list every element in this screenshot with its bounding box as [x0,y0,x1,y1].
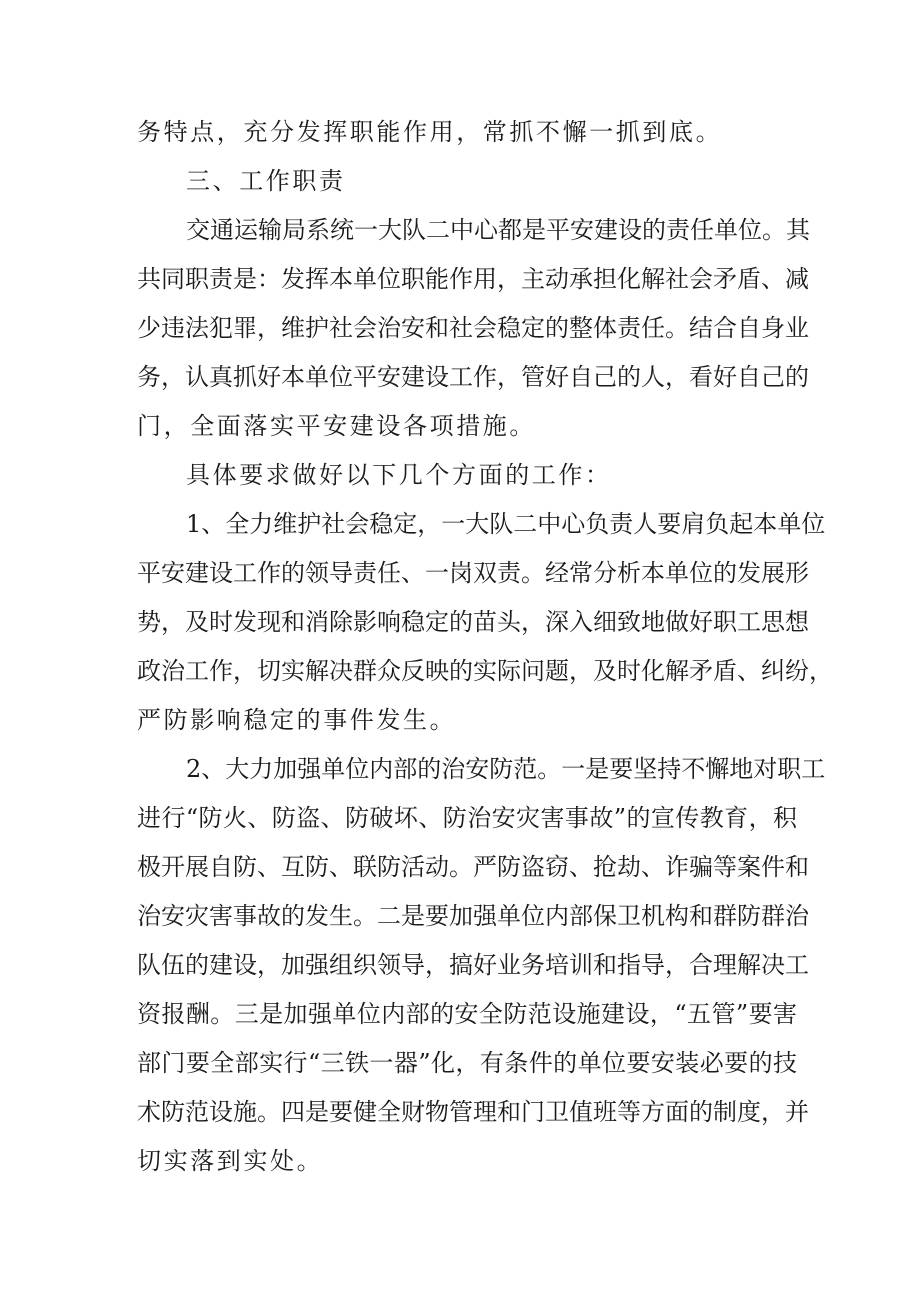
text-line: 切实落到实处。 [137,1147,324,1175]
text-line: 政治工作，切实解决群众反映的实际问题，及时化解矛盾、纠纷， [137,657,833,685]
text-line: 门，全面落实平安建设各项措施。 [137,412,536,440]
text-line: 务，认真抓好本单位平安建设工作，管好自己的人，看好自己的 [137,363,809,391]
text-line: 进行“防火、防盗、防破坏、防治安灾害事故”的宣传教育，积 [137,804,797,832]
section-heading: 三、工作职责 [186,167,346,195]
text-line: 资报酬。三是加强单位内部的安全防范设施建设，“五管”要害 [137,1000,797,1028]
text-line: 2、大力加强单位内部的治安防范。一是要坚持不懈地对职工 [186,755,826,783]
text-line: 务特点，充分发挥职能作用，常抓不懈一抓到底。 [137,118,723,146]
text-line: 少违法犯罪，维护社会治安和社会稳定的整体责任。结合自身业 [137,314,809,342]
text-line: 平安建设工作的领导责任、一岗双责。经常分析本单位的发展形 [137,559,809,587]
text-line: 术防范设施。四是要健全财物管理和门卫值班等方面的制度，并 [137,1098,809,1126]
text-line: 极开展自防、互防、联防活动。严防盗窃、抢劫、诈骗等案件和 [137,853,809,881]
text-line: 队伍的建设，加强组织领导，搞好业务培训和指导，合理解决工 [137,951,809,979]
text-line: 具体要求做好以下几个方面的工作： [186,461,612,489]
text-line: 严防影响稳定的事件发生。 [137,706,457,734]
text-line: 交通运输局系统一大队二中心都是平安建设的责任单位。其 [186,216,810,244]
text-line: 治安灾害事故的发生。二是要加强单位内部保卫机构和群防群治 [137,902,809,930]
text-line: 势，及时发现和消除影响稳定的苗头，深入细致地做好职工思想 [137,608,809,636]
text-line: 1、全力维护社会稳定，一大队二中心负责人要肩负起本单位 [186,510,826,538]
text-line: 共同职责是：发挥本单位职能作用，主动承担化解社会矛盾、减 [137,265,809,293]
text-line: 部门要全部实行“三铁一器”化，有条件的单位要安装必要的技 [137,1049,797,1077]
